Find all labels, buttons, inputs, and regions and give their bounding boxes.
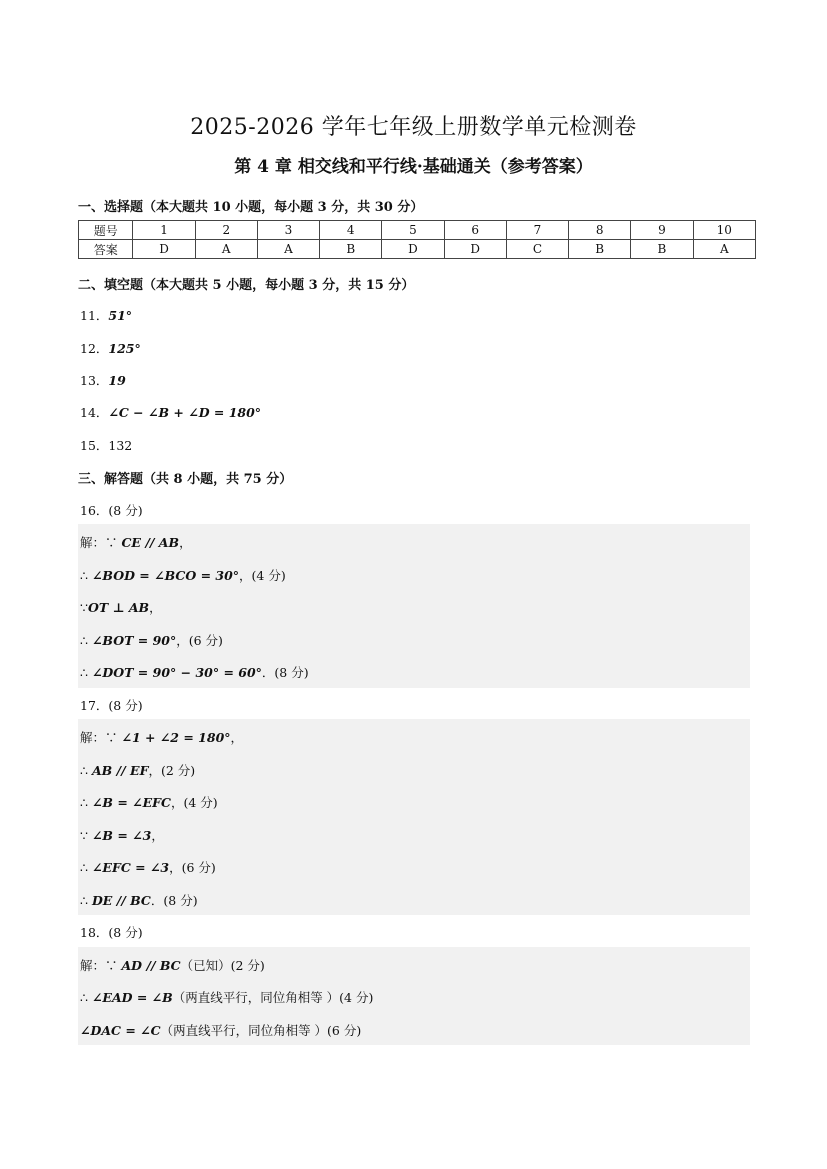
item-number: 14． [80, 405, 109, 420]
table-cell: A [257, 240, 319, 259]
table-cell: A [195, 240, 257, 259]
table-cell: 5 [382, 221, 444, 240]
list-item [80, 371, 126, 389]
item-answer: 125° [108, 341, 141, 356]
table-cell: 4 [320, 221, 382, 240]
page-title: 2025-2026 学年七年级上册数学单元检测卷 [190, 115, 637, 140]
table-cell: 2 [195, 221, 257, 240]
table-cell: D [382, 240, 444, 259]
solution-17-box [78, 719, 750, 915]
table-cell: D [133, 240, 195, 259]
table-cell: 8 [569, 221, 631, 240]
section-1-heading: 一、选择题（本大题共 10 小题，每小题 3 分，共 30 分） [78, 200, 424, 215]
item-number: 12． [80, 341, 109, 356]
question-16-label: 16．(8 分) [80, 503, 143, 518]
table-row-answers [79, 240, 756, 259]
solution-line: ∵ ∠B = ∠3， [80, 828, 164, 843]
solution-line: ∴ ∠BOT = 90°，(6 分) [80, 633, 223, 648]
solution-line: ∴ AB // EF，(2 分) [80, 763, 196, 778]
row-label-number: 题号 [79, 221, 133, 240]
table-cell: 1 [133, 221, 195, 240]
question-17-label: 17．(8 分) [80, 698, 143, 713]
item-number: 13． [80, 373, 109, 388]
solution-line: ∴ ∠DOT = 90° − 30° = 60°．(8 分) [80, 665, 309, 680]
list-item [80, 403, 261, 421]
table-cell: D [444, 240, 506, 259]
answer-table [78, 220, 756, 259]
table-cell: 6 [444, 221, 506, 240]
item-answer: 132 [108, 438, 133, 453]
table-cell: C [506, 240, 568, 259]
item-number: 15． [80, 438, 109, 453]
table-cell: B [569, 240, 631, 259]
row-label-answer: 答案 [79, 240, 133, 259]
item-answer: ∠C − ∠B + ∠D = 180° [108, 405, 262, 420]
solution-line: ∴ ∠B = ∠EFC，(4 分) [80, 795, 218, 810]
section-3-heading: 三、解答题（共 8 小题，共 75 分） [78, 472, 293, 487]
solution-line: ∴ DE // BC．(8 分) [80, 893, 198, 908]
table-row-numbers [79, 221, 756, 240]
table-cell: 9 [631, 221, 693, 240]
solution-line: ∴ ∠BOD = ∠BCO = 30°，(4 分) [80, 568, 286, 583]
list-item [80, 339, 141, 357]
solution-line: 解：∵ ∠1 + ∠2 = 180°， [80, 730, 244, 745]
item-number: 11． [80, 308, 109, 323]
list-item [80, 436, 132, 454]
solution-line: ∠DAC = ∠C（两直线平行，同位角相等 ）(6 分) [80, 1023, 362, 1038]
solution-line: ∵OT ⊥ AB， [80, 600, 162, 615]
table-cell: A [693, 240, 755, 259]
table-cell: 3 [257, 221, 319, 240]
section-2-heading: 二、填空题（本大题共 5 小题，每小题 3 分，共 15 分） [78, 278, 415, 293]
list-item [80, 306, 132, 324]
table-cell: B [631, 240, 693, 259]
question-18-label: 18．(8 分) [80, 925, 143, 940]
page-subtitle: 第 4 章 相交线和平行线·基础通关（参考答案） [234, 157, 593, 177]
solution-line: ∴ ∠EFC = ∠3，(6 分) [80, 860, 216, 875]
item-answer: 19 [108, 373, 126, 388]
table-cell: 10 [693, 221, 755, 240]
solution-line: 解：∵ AD // BC（已知）(2 分) [80, 958, 265, 973]
solution-line: 解：∵ CE // AB， [80, 535, 192, 550]
table-cell: B [320, 240, 382, 259]
table-cell: 7 [506, 221, 568, 240]
item-answer: 51° [108, 308, 133, 323]
solution-line: ∴ ∠EAD = ∠B（两直线平行，同位角相等 ）(4 分) [80, 990, 374, 1005]
